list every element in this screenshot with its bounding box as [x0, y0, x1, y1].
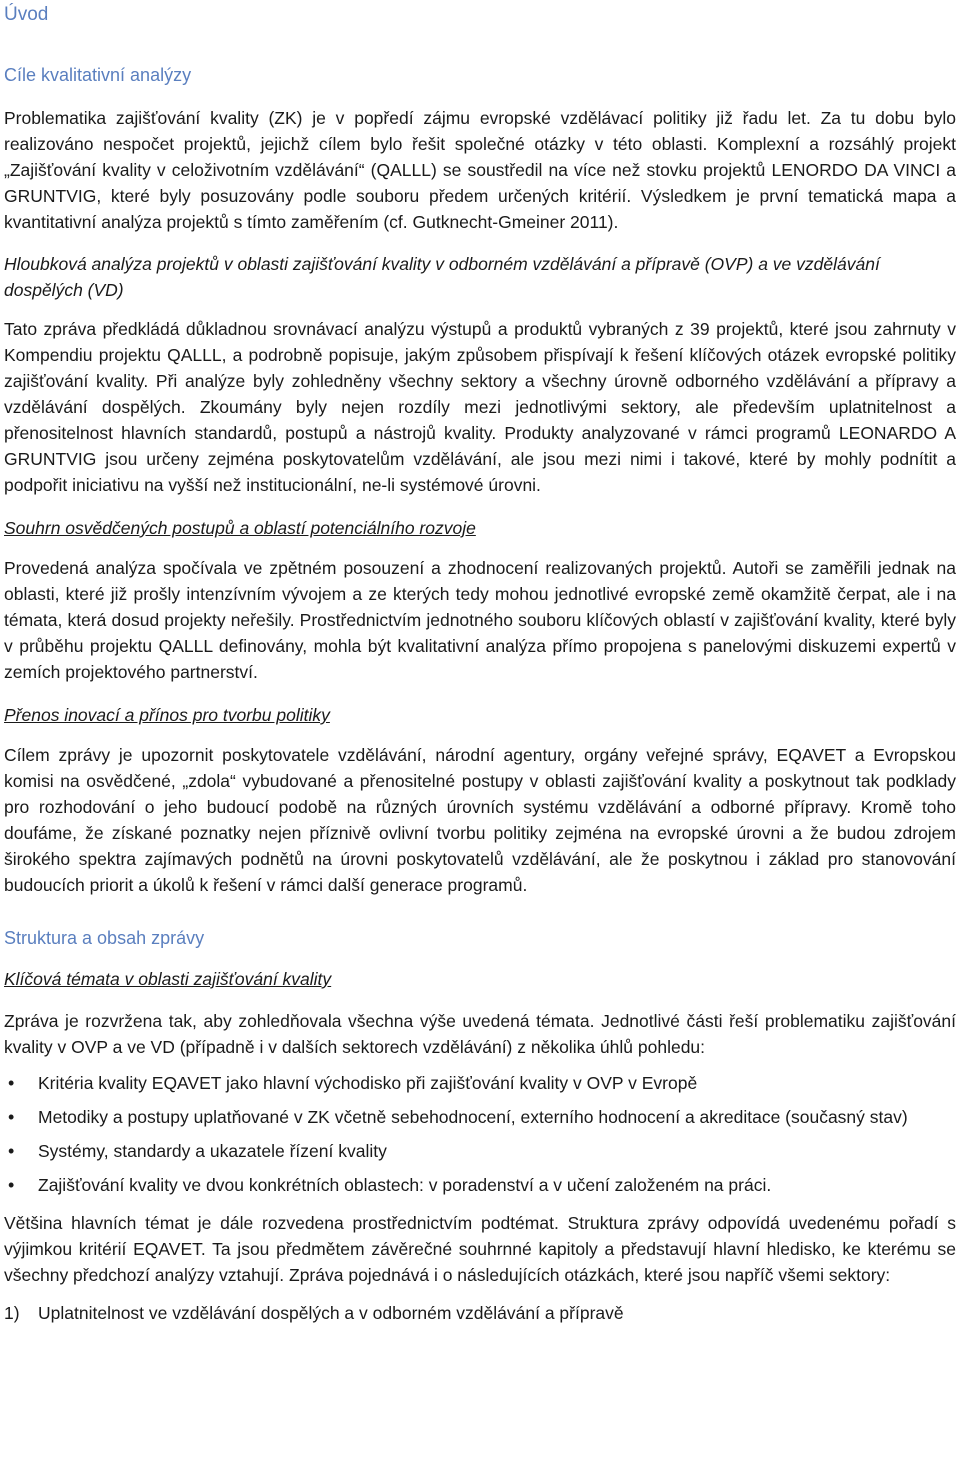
heading-struktura: Struktura a obsah zprávy	[4, 928, 205, 948]
heading-cile: Cíle kvalitativní analýzy	[4, 65, 192, 85]
paragraph-subtopics: Většina hlavních témat je dále rozvedena prostřednictvím podtémat. Struktura zprávy odpovídá uvedenému pořadí s výjimkou kritérií EQAVET. Ta jsou předmětem závěrečné souhrnné kapitoly a představují hlavní hledisko, ke kterému se všechny předchozí analýzy vztahují. Zpráva pojednává i o následujících otázkách, které jsou napříč všemi sektory:	[4, 1213, 956, 1285]
heading-prenos: Přenos inovací a přínos pro tvorbu politiky	[4, 705, 330, 725]
heading-souhrn: Souhrn osvědčených postupů a oblastí potenciálního rozvoje	[4, 518, 476, 538]
list-item	[4, 1300, 956, 1326]
paragraph-analysis: Provedená analýza spočívala ve zpětném posouzení a zhodnocení realizovaných projektů. Autoři se zaměřili jednak na oblasti, které již prošly intenzívním vývojem a ze kterých tedy mohou jednotlivé evropské země okamžitě čerpat, ale i na témata, která dosud projekty neřešily. Prostřednictvím jednotného souboru klíčových oblastí v zajišťování kvality, které byly v průběhu projektu QALLL definovány, mohla být kvalitativní analýza přímo propojena s panelovými diskuzemi expertů v zemích projektového partnerství.	[4, 558, 956, 682]
list-item: • Metodiky a postupy uplatňované v ZK včetně sebehodnocení, externího hodnocení a akreditace (současný stav)	[4, 1104, 956, 1130]
questions-list	[4, 1300, 956, 1326]
list-item-text: Uplatnitelnost ve vzdělávání dospělých a v odborném vzdělávání a přípravě	[38, 1303, 624, 1323]
list-number: 1)	[4, 1303, 20, 1323]
list-item: • Systémy, standardy a ukazatele řízení kvality	[4, 1138, 956, 1164]
list-item: • Kritéria kvality EQAVET jako hlavní východisko při zajišťování kvality v OVP v Evropě	[4, 1070, 956, 1096]
paragraph-report-description: Tato zpráva předkládá důkladnou srovnávací analýzu výstupů a produktů vybraných z 39 projektů, které jsou zahrnuty v Kompendiu projektu QALLL, a podrobně popisuje, jakým způsobem přispívají k řešení klíčových otázek evropské politiky zajišťování kvality. Při analýze byly zohledněny všechny sektory a všechny úrovně odborného vzdělávání a přípravy a vzdělávání dospělých. Zkoumány byly nejen rozdíly mezi jednotlivými sektory, ale především uplatnitelnost a přenositelnost hlavních standardů, postupů a nástrojů kvality. Produkty analyzované v rámci programů LEONARDO A GRUNTVIG jsou určeny zejména poskytovatelům vzdělávání, ale jsou mezi nimi i takové, které by mohly podnítit a podpořit iniciativu na vyšší než institucionální, ne-li systémové úrovni.	[4, 319, 956, 495]
heading-hloubkova-analyza: Hloubková analýza projektů v oblasti zajišťování kvality v odborném vzdělávání a přípravě (OVP) a ve vzdělávání dospělých (VD)	[4, 254, 880, 300]
heading-uvod: Úvod	[4, 4, 49, 25]
list-item: • Zajišťování kvality ve dvou konkrétních oblastech: v poradenství a v učení založeném na práci.	[4, 1172, 956, 1198]
heading-klicova-temata: Klíčová témata v oblasti zajišťování kvality	[4, 969, 332, 989]
paragraph-structure: Zpráva je rozvržena tak, aby zohledňovala všechna výše uvedená témata. Jednotlivé části řeší problematiku zajišťování kvality v OVP a ve VD (případně i v dalších sektorech vzdělávání) z několika úhlů pohledu:	[4, 1011, 956, 1057]
paragraph-intro: Problematika zajišťování kvality (ZK) je v popředí zájmu evropské vzdělávací politiky již řadu let. Za tu dobu bylo realizováno nespočet projektů, jejichž cílem bylo řešit společné otázky v této oblasti. Komplexní a rozsáhlý projekt „Zajišťování kvality v celoživotním vzdělávání“ (QALLL) se soustředil na více než stovku projektů LENORDO DA VINCI a GRUNTVIG, které byly posuzovány podle souboru předem určených kritérií. Výsledkem je první tematická mapa a kvantitativní analýza projektů s tímto zaměřením (cf. Gutknecht-Gmeiner 2011).	[4, 108, 956, 232]
topics-list	[4, 1070, 956, 1198]
paragraph-goals: Cílem zprávy je upozornit poskytovatele vzdělávání, národní agentury, orgány veřejné správy, EQAVET a Evropskou komisi na osvědčené, „zdola“ vybudované a přenositelné postupy v oblasti zajišťování kvality a poskytnout tak podklady pro rozhodování o jeho budoucí podobě na různých úrovních systému vzdělávání a odborné přípravy. Kromě toho doufáme, že získané poznatky nejen příznivě ovlivní tvorbu politiky zejména na evropské úrovni a že budou zdrojem širokého spektra zajímavých podnětů na úrovni poskytovatelů vzdělávání, ale že poskytnou i základ pro stanovování budoucích priorit a úkolů k řešení v rámci další generace programů.	[4, 745, 956, 895]
